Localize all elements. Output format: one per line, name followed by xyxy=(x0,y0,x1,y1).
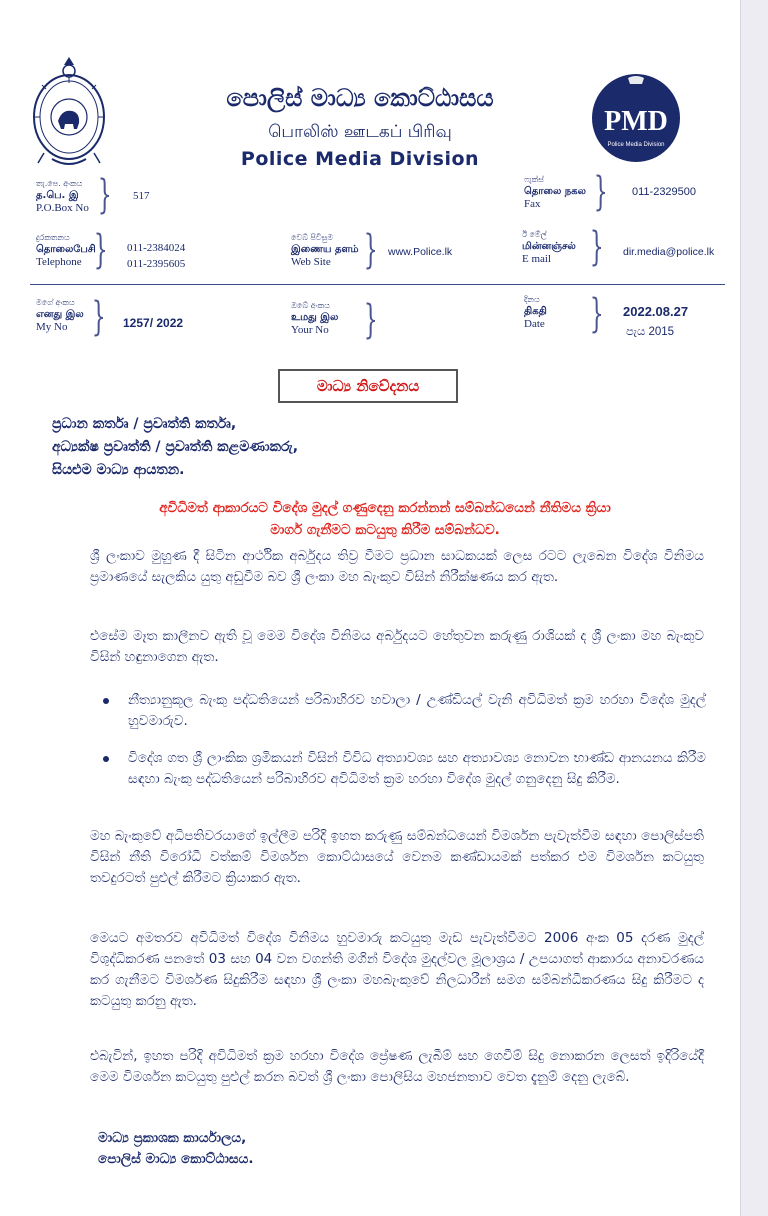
website-brace: } xyxy=(363,227,378,273)
email-brace: } xyxy=(589,224,604,270)
my-no-brace: } xyxy=(91,294,106,340)
fax-label-en: Fax xyxy=(524,198,541,210)
pmd-logo-text: PMD xyxy=(604,106,668,137)
fax-value: 011-2329500 xyxy=(632,186,697,198)
my-no-label-en: My No xyxy=(36,321,68,333)
your-no-field xyxy=(291,300,338,336)
pobox-brace: } xyxy=(97,172,112,218)
email-label-en: E mail xyxy=(522,253,552,265)
pobox-label-si: තැ.පෙ. අංකය xyxy=(36,179,83,188)
pmd-logo-icon xyxy=(590,72,682,164)
pmd-logo-subtext: Police Media Division xyxy=(607,142,665,148)
email-label-ta: மின்னஞ்சல் xyxy=(522,241,576,252)
bullet-dot-icon xyxy=(103,756,109,762)
paragraph: එබැවින්, ඉහත පරිදි අවිධිමත් ක්‍රම හරහා විදේශ ප්‍රේෂණ ලැබීම් සහ ගෙවීම් සිදු නොකරන ලෙසත් ඉදිරියේදී මෙම විමර්ශන කටයුතු පුළුල් කරන බවත් ශ්‍රී ලංකා පොලිසිය මහජනතාව වෙත දැනුම් දෙනු ලැබේ. xyxy=(90,1048,704,1085)
date-value: 2022.08.27 xyxy=(623,304,689,319)
email-label-si: ඊ මේල් xyxy=(522,230,547,239)
paragraph: ශ්‍රී ලංකාව මුහුණ දී සිටින ආර්ථික අර්බුදය තිව්‍ර වීමට ප්‍රධාන සාධකයක් ලෙස රටට ලැබෙන විදේශ විනිමය ප්‍රමාණයේ සැලකිය යුතු අඩුවීම බව ශ්‍රී ලංකා මහ බැංකුව විසින් නිරීක්ෂණය කර ඇත. xyxy=(90,548,704,585)
title-english: Police Media Division xyxy=(240,148,480,170)
website-label-en: Web Site xyxy=(291,256,331,268)
bullet-item xyxy=(128,748,706,790)
telephone-value-2: 011-2395605 xyxy=(127,258,186,270)
fax-field xyxy=(524,174,586,210)
website-field xyxy=(291,232,359,268)
addressee-line: අධ්‍යක්ෂ ප්‍රවෘත්ති / ප්‍රවෘත්ති කළමණාකරු, xyxy=(52,439,299,455)
telephone-field xyxy=(36,232,96,268)
pobox-value: 517 xyxy=(133,190,150,202)
addressee-line: සියළුම මාධ්‍ය ආයතන. xyxy=(52,462,185,478)
pobox-label-en: P.O.Box No xyxy=(36,202,89,214)
date-label-ta: திகதி xyxy=(524,306,547,317)
website-value[interactable]: www.Police.lk xyxy=(388,246,453,258)
bullet-item xyxy=(128,690,706,732)
fax-brace: } xyxy=(593,169,608,215)
email-field xyxy=(522,229,576,265)
closing-signature xyxy=(98,1128,253,1170)
header-divider xyxy=(30,284,725,285)
closing-line: මාධ්‍ය ප්‍රකාශක කාර්යාලය, xyxy=(98,1130,247,1146)
my-no-label-ta: எனது இல xyxy=(36,309,84,320)
my-no-label-si: මගේ අංකය xyxy=(36,298,75,307)
telephone-label-si: දුරකතනය xyxy=(36,233,70,242)
subject-heading xyxy=(90,497,680,541)
my-no-field xyxy=(36,297,84,333)
title-tamil: பொலிஸ் ஊடகப் பிரிவு xyxy=(268,122,452,142)
website-label-si: වෙබ් පිවිසුම xyxy=(291,233,334,242)
bullet-dot-icon xyxy=(103,698,109,704)
date-label-si: දිනය xyxy=(524,295,540,304)
your-no-label-ta: உமது இல xyxy=(291,312,339,323)
fax-label-ta: தொலை நகல xyxy=(524,186,586,197)
your-no-label-en: Your No xyxy=(291,324,329,336)
telephone-value-1: 011-2384024 xyxy=(127,242,186,254)
pobox-field xyxy=(36,178,89,214)
telephone-brace: } xyxy=(93,227,108,273)
telephone-label-en: Telephone xyxy=(36,256,82,268)
addressee-block xyxy=(52,413,298,482)
website-label-ta: இணைய தளம் xyxy=(291,244,359,255)
closing-line: පොලිස් මාධ්‍ය කොට්ඨාසය. xyxy=(98,1151,254,1167)
title-sinhala: පොලිස් මාධ්‍ය කොට්ඨාසය xyxy=(226,84,494,112)
bullet-text: නීත්‍යානුකූල බැංකු පද්ධතියෙන් පරිබාහිරව හවාලා / උණ්ඩියල් වැනි අවිධිමත් ක්‍රම හරහා විදේශ මුදල් හුවමාරුව. xyxy=(128,692,706,729)
time-value: පැය 2015 xyxy=(626,326,675,338)
date-label-en: Date xyxy=(524,318,545,330)
notice-title: මාධ්‍ය නිවේදනය xyxy=(278,369,458,403)
date-brace: } xyxy=(589,291,604,337)
subject-line: අවිධිමත් ආකාරයට විදේශ මුදල් ගණුදෙනු කරන්නන් සම්බන්ධයෙන් නීතිමය ක්‍රියා xyxy=(159,500,611,516)
bullet-text: විදේශ ගත ශ්‍රී ලාංකික ශ්‍රමිකයන් විසින් විවිධ අත්‍යාවශ්‍ය සහ අත්‍යාවශ්‍ය නොවන භාණ්ඩ ආනයනය කිරීම සඳහා බැංකු පද්ධතියෙන් පරිබාහිරව අවිධිමත් ක්‍රම හරහා විදේශ මුදල් ගනුදෙනු සිදු කිරීම. xyxy=(128,750,706,787)
page-margin-strip xyxy=(740,0,768,1216)
paragraph: එසේම මෑත කාලීනව ඇති වූ මෙම විදේශ විනිමය අර්බුදයට හේතුවන කරුණු රාශියක් ද ශ්‍රී ලංකා මහ බැංකුව විසින් හඳුනාගෙන ඇත. xyxy=(90,628,704,665)
subject-line: මාර්ග ගැනීමට කටයුතු කිරීම සම්බන්ධව. xyxy=(270,522,500,538)
email-value[interactable]: dir.media@police.lk xyxy=(623,246,715,258)
telephone-label-ta: தொலைபேசி xyxy=(36,244,96,255)
paragraph: මහ බැංකුවේ අධිපතිවරයාගේ ඉල්ලීම පරිදි ඉහත කරුණු සම්බන්ධයෙන් විමර්ශන පැවැත්වීම සඳහා පොලිස්පති විසින් නීති විරෝධී වත්කම් විමර්ශන කොට්ඨාසයේ වෙනම කණ්ඩායමක් පත්කර එම විමර්ශන කටයුතු තවදුරටත් පුළුල් කිරීමට ක්‍රියාකර ඇත. xyxy=(90,828,704,886)
addressee-line: ප්‍රධාන කර්තෘ / ප්‍රවෘත්ති කර්තෘ, xyxy=(52,416,237,432)
your-no-brace: } xyxy=(363,297,378,343)
date-field xyxy=(524,294,547,330)
pobox-label-ta: த.பெ. இ xyxy=(36,190,79,201)
paragraph: මෙයට අමතරව අවිධිමත් විදේශ විනිමය හුවමාරු කටයුතු මැඩ පැවැත්වීමට 2006 අංක 05 දරණ මුදල් විශුද්ධිකරණ පනතේ 03 සහ 04 වන වගන්ති මගින් විදේශ මුදල්වල මූලාශ්‍රය / උපයාගත් ආකාරය අනාවරණය කර ගැනීමට විමර්ශණ සිදුකිරීම සඳහා ශ්‍රී ලංකා මහබැංකුවේ නිලධාරීන් සමග සම්බන්ධීකරණය සිදු කිරීමට ද කටයුතු කරනු ඇත. xyxy=(90,930,704,1009)
fax-label-si: ෆැක්ස් xyxy=(524,175,544,184)
my-no-value: 1257/ 2022 xyxy=(123,316,184,330)
your-no-label-si: ඔබේ අංකය xyxy=(291,301,330,310)
